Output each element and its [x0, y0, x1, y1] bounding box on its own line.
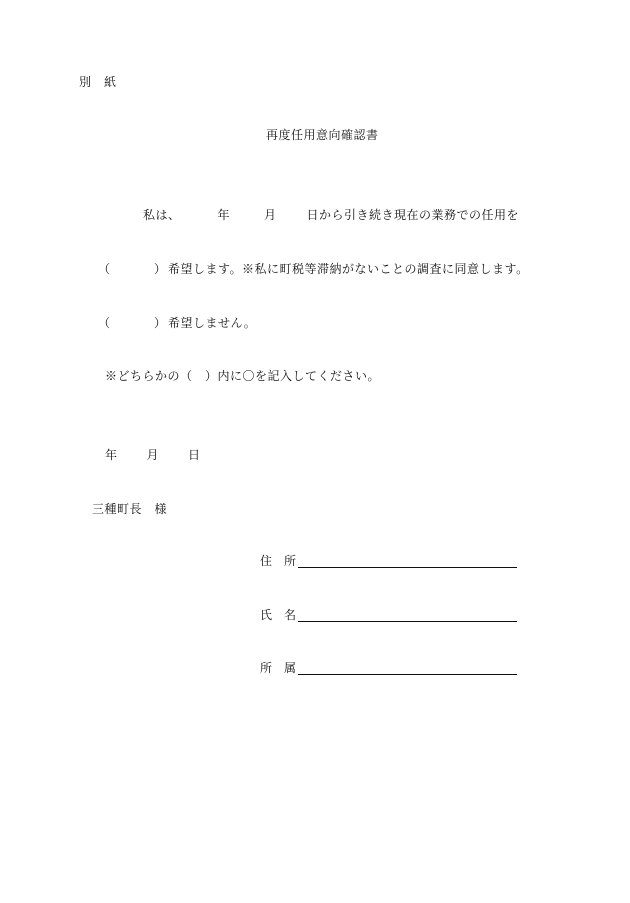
date-day-unit: 日 [188, 448, 201, 462]
statement-month-unit: 月 [264, 208, 277, 222]
name-label: 氏 名 [260, 608, 297, 622]
option-decline-checkbox-open[interactable]: （ [98, 316, 111, 330]
date-month-unit: 月 [146, 448, 160, 462]
affiliation-field [260, 660, 518, 676]
statement-suffix: 日から引き続き現在の業務での任用を [306, 208, 520, 222]
option-decline [98, 315, 256, 331]
name-field [260, 607, 518, 623]
affiliation-input-line[interactable] [298, 674, 517, 675]
statement-line [143, 207, 519, 223]
option-wish-text: 希望します。※私に町税等滞納がないことの調査に同意します。 [168, 262, 529, 276]
attachment-label: 別 紙 [79, 75, 117, 89]
statement-prefix: 私は、 [143, 208, 181, 222]
address-field [260, 553, 518, 569]
document-title: 再度任用意向確認書 [266, 128, 379, 142]
instruction-note: ※どちらかの（ ）内に〇を記入してください。 [105, 369, 381, 383]
address-input-line[interactable] [298, 567, 517, 568]
recipient: 三種町長 様 [92, 502, 168, 516]
option-wish-checkbox-open[interactable]: （ [98, 262, 111, 276]
option-wish [98, 261, 529, 277]
option-wish-checkbox-close[interactable]: ） [154, 262, 167, 276]
option-decline-text: 希望しません。 [168, 316, 257, 330]
address-label: 住 所 [260, 554, 297, 568]
statement-year-unit: 年 [217, 208, 231, 222]
date-year-unit: 年 [105, 448, 118, 462]
name-input-line[interactable] [298, 621, 517, 622]
affiliation-label: 所 属 [260, 661, 297, 675]
date-line [105, 447, 201, 463]
option-decline-checkbox-close[interactable]: ） [154, 316, 167, 330]
